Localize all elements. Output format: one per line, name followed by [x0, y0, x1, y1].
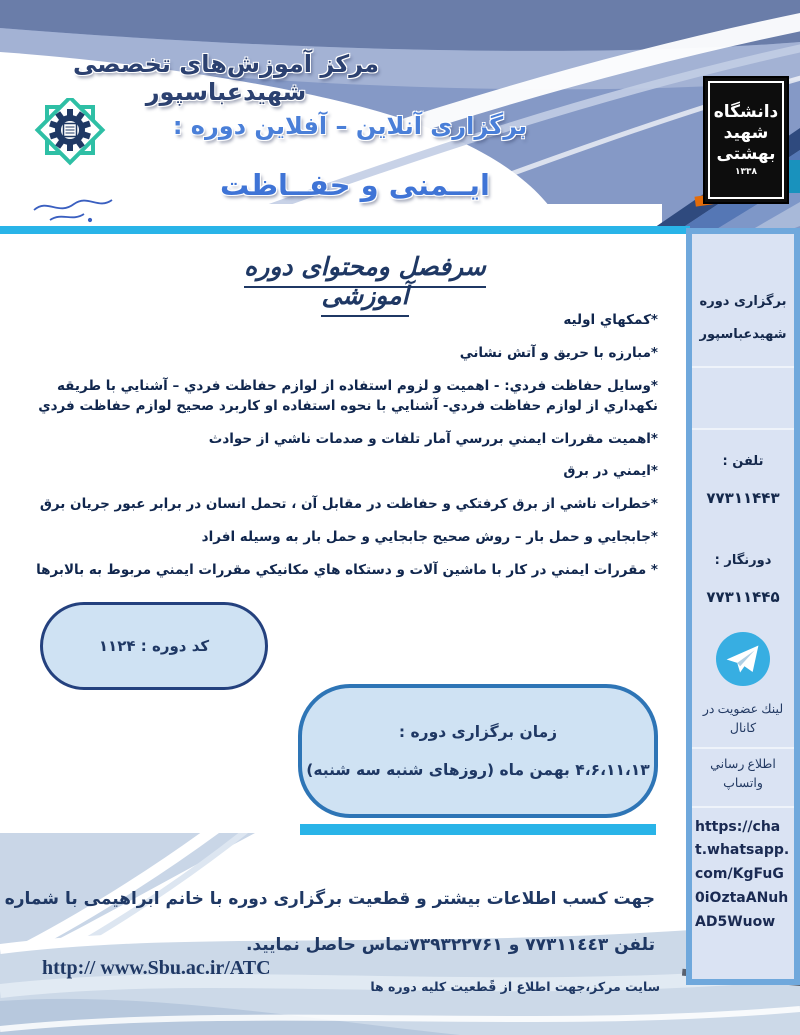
topic-item: *ايمني در برق — [563, 463, 658, 480]
channel-caption: لینك عضویت در كانال — [702, 702, 784, 736]
sbu-logo-year: ۱۳۳۸ — [735, 167, 757, 178]
course-code-badge — [40, 602, 268, 690]
contact-info-line2: تلفن ۷۷۳۱۱٤٤۳ و ۷۳۹۳۲۲۷۶۱تماس حاصل نمایید. — [245, 935, 655, 955]
contact-info-line1: جهت کسب اطلاعات بیشتر و قطعیت برگزاری دوره با خانم ابراهیمی با شماره — [4, 889, 655, 909]
sidebar-holding-line2: شهیدعباسپور — [699, 327, 787, 342]
topic-item: *وسايل حفاظت فردي: - اهميت و لزوم استفاده از لوازم حفاظت فردي – آشنايي با طريقه نكهداري از لوازم حفاظت فردي- آشنايي با نحوه استفاده او كاربرد صحيح لوازم حفاظت فردي — [38, 377, 658, 414]
topic-item: *کمکهاي اوليه — [563, 312, 658, 328]
header-banner — [0, 0, 800, 232]
schedule-badge — [298, 684, 658, 818]
center-website-link[interactable]: http:// www.Sbu.ac.ir/ATC — [42, 957, 271, 979]
sidebar-fax-number: ۷۷۳۱۱۴۴۵ — [706, 588, 780, 606]
sidebar-phone-label: تلفن : — [722, 454, 764, 469]
sbu-university-logo — [703, 76, 789, 204]
cyan-divider-top — [0, 226, 690, 234]
topic-item: *خطرات ناشي از برق كرفتكي و حفاظت در مقابل آن ، تحمل انسان در برابر عبور جريان برق — [39, 496, 658, 512]
channel-caption2: اطلاع رساني واتساپ — [692, 747, 794, 794]
org-title: مرکز آموزش‌های تخصصی شهیدعباسپور — [73, 50, 379, 106]
schedule-detail: ۴،۶،۱۱،۱۳ بهمن ماه (روزهای شنبه سه شنبه) — [306, 761, 650, 779]
sidebar-phone-number: ۷۷۳۱۱۴۴۳ — [706, 489, 780, 507]
signature-scribble — [34, 200, 112, 221]
whatsapp-link[interactable]: https://chat.whatsapp.com/KgFuG0iOztaANuhAD5Wuow — [692, 806, 794, 935]
section-title: سرفصل ومحتوای دوره آموزشی — [215, 252, 515, 310]
course-topics-list — [30, 310, 658, 592]
course-code-text: کد دوره : ۱۱۲۴ — [98, 637, 210, 655]
site-note: سایت مرکز،جهت اطلاع از قًطعیت کلیه دوره ها — [370, 979, 660, 994]
sbu-logo-line3: بهشتی — [716, 144, 776, 164]
sbu-logo-line1: دانشگاه — [713, 101, 779, 122]
topic-item: * مقررات ايمني در كار با ماشين آلات و دستكاه هاي مكانيكي مقررات ايمني مربوط به بالابرها — [36, 561, 658, 578]
sidebar-fax-label: دورنگار : — [714, 553, 772, 568]
atc-center-logo — [20, 98, 120, 232]
sbu-logo-line2: شهید — [723, 122, 769, 143]
delivery-mode-line: برگزاری آنلاین – آفلاین دوره : — [172, 112, 528, 140]
course-title: ایــمنی و حفــاظت — [220, 168, 490, 202]
sidebar-holding-line1: برگزاری دوره — [699, 294, 787, 309]
schedule-title: زمان برگزاری دوره : — [398, 723, 558, 741]
info-sidebar — [686, 228, 800, 985]
telegram-icon[interactable] — [716, 632, 770, 690]
topic-item: *مبارزه با حريق و آتش نشاني — [459, 344, 658, 361]
topic-item: *اهميت مقررات ايمني بررسي آمار تلفات و صدمات ناشي از حوادث — [208, 430, 658, 447]
topic-item: *جابجايي و حمل بار – روش صحيح جابجايي و حمل بار به وسيله افراد — [201, 528, 658, 545]
cyan-divider-bottom — [300, 824, 656, 835]
sidebar-divider — [692, 366, 794, 430]
footer-area — [0, 833, 800, 1035]
footer-wave-background — [0, 833, 800, 1035]
